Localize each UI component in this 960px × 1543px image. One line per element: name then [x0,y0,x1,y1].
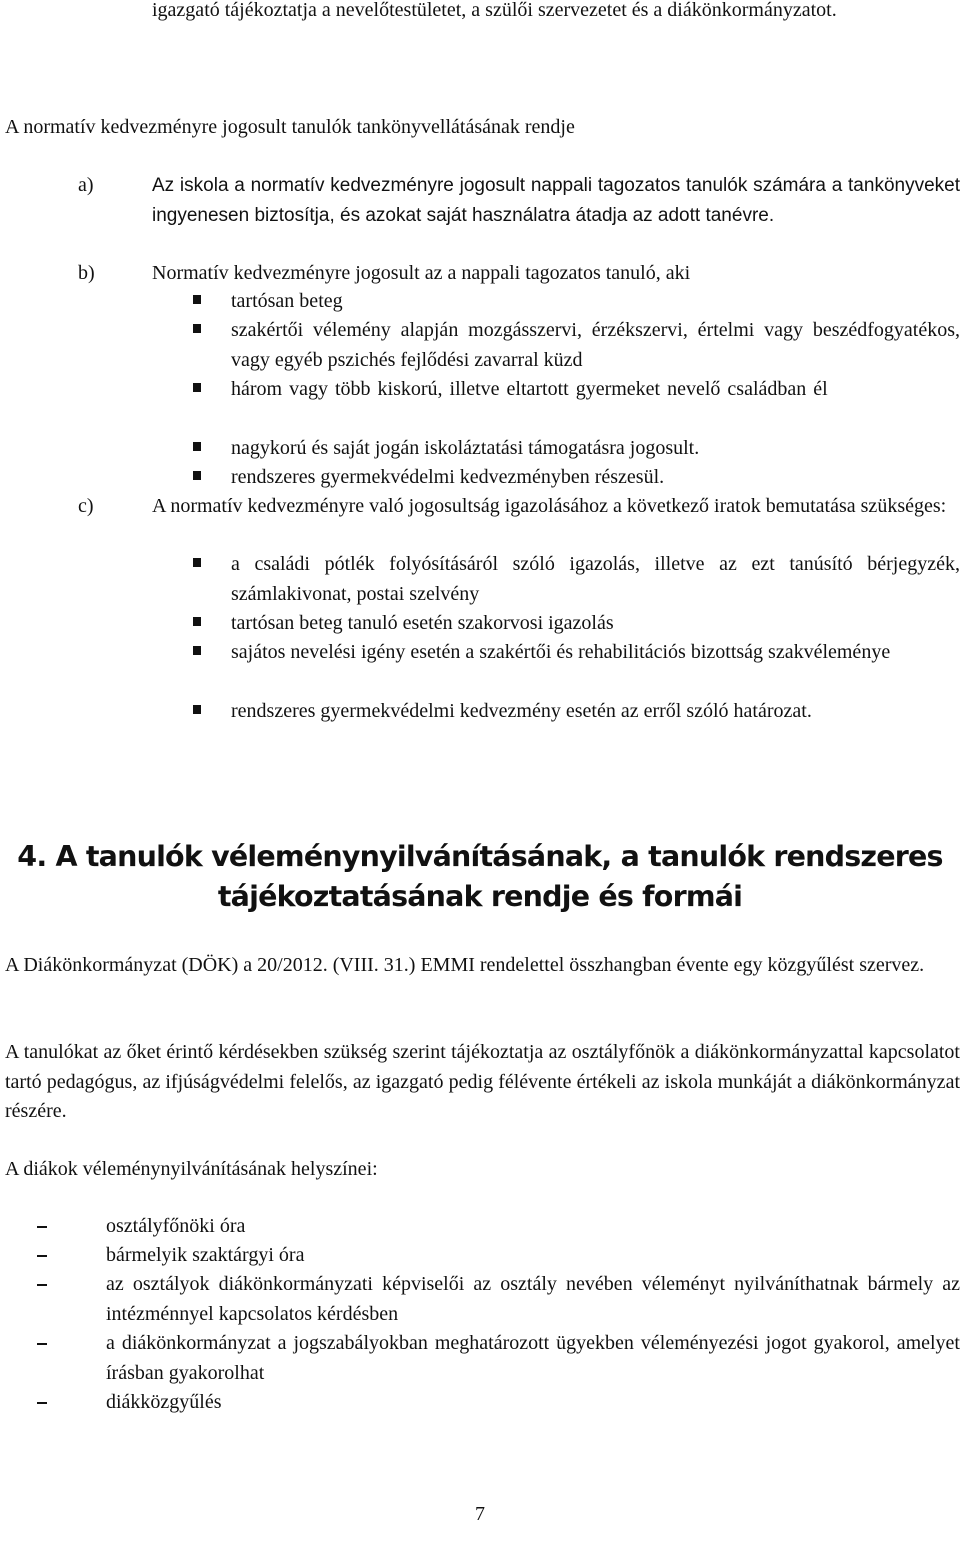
bullet-square-icon [193,617,201,626]
bullet-item: sajátos nevelési igény esetén a szakértői és rehabilitációs bizottság szakvéleménye [231,641,891,663]
textbook-heading: A normatív kedvezményre jogosult tanulók tankönyvellátásának rendje [5,116,575,138]
bullet-item: rendszeres gyermekvédelmi kedvezmény esetén az erről szóló határozat. [231,700,812,722]
bullet-item: tartósan beteg [231,290,343,312]
venue-item: az osztályok diákönkormányzati képviselői az osztály nevében véleményt nyilváníthatnak bármely az intézménnyel kapcsolatos kérdésben [106,1273,960,1325]
dash-bullet-icon [37,1343,47,1345]
bullet-square-icon [193,442,201,451]
item-marker-c: c) [78,495,94,517]
bullet-item: a családi pótlék folyósításáról szóló igazolás, illetve az ezt tanúsító bérjegyzék, számlakivonat, postai szelvény [231,553,960,605]
item-text-a: Az iskola a normatív kedvezményre jogosult nappali tagozatos tanulók számára a tankönyveket ingyenesen biztosítja, és azokat saját használatra átadja az adott tanévre. [152,175,960,226]
bullet-item: szakértői vélemény alapján mozgásszervi, érzékszervi, értelmi vagy beszédfogyatékos, vagy egyéb pszichés fejlődési zavarral küzd [231,319,960,371]
venue-item: osztályfőnöki óra [106,1215,246,1237]
venues-heading: A diákok véleménynyilvánításának helyszínei: [5,1158,378,1180]
intro-paragraph: igazgató tájékoztatja a nevelőtestületet, a szülői szervezetet és a diákönkormányzatot. [152,0,837,21]
item-marker-a: a) [78,174,94,196]
dash-bullet-icon [37,1284,47,1286]
bullet-square-icon [193,705,201,714]
bullet-square-icon [193,471,201,480]
bullet-square-icon [193,383,201,392]
bullet-item: rendszeres gyermekvédelmi kedvezményben részesül. [231,466,665,488]
information-paragraph: A tanulókat az őket érintő kérdésekben szükség szerint tájékoztatja az osztályfőnök a diákönkormányzattal kapcsolatot tartó pedagógus, az ifjúságvédelmi felelős, az igazgató pedig félévente értékeli az iskola munkáját a diákönkormányzat részére. [5,1041,960,1122]
bullet-item: tartósan beteg tanuló esetén szakorvosi igazolás [231,612,614,634]
dash-bullet-icon [37,1255,47,1257]
venue-item: bármelyik szaktárgyi óra [106,1244,305,1266]
venue-item: diákközgyűlés [106,1391,222,1413]
bullet-item: három vagy több kiskorú, illetve eltartott gyermeket nevelő családban él [231,378,828,400]
bullet-square-icon [193,324,201,333]
bullet-square-icon [193,646,201,655]
bullet-square-icon [193,558,201,567]
item-text-b: Normatív kedvezményre jogosult az a nappali tagozatos tanuló, aki [152,262,691,284]
section-heading-line2: tájékoztatásának rendje és formái [217,880,743,913]
dash-bullet-icon [37,1402,47,1404]
dok-paragraph: A Diákönkormányzat (DÖK) a 20/2012. (VIII. 31.) EMMI rendelettel összhangban évente egy közgyűlést szervez. [5,954,925,976]
item-marker-b: b) [78,262,95,284]
item-text-c: A normatív kedvezményre való jogosultság igazolásához a következő iratok bemutatása szükséges: [152,495,947,517]
page-number: 7 [475,1503,485,1525]
venue-item: a diákönkormányzat a jogszabályokban meghatározott ügyekben véleményezési jogot gyakorol, amelyet írásban gyakorolhat [106,1332,960,1384]
section-heading-line1: 4. A tanulók véleménynyilvánításának, a tanulók rendszeres [17,840,943,873]
bullet-square-icon [193,295,201,304]
bullet-item: nagykorú és saját jogán iskoláztatási támogatásra jogosult. [231,437,700,459]
dash-bullet-icon [37,1226,47,1228]
